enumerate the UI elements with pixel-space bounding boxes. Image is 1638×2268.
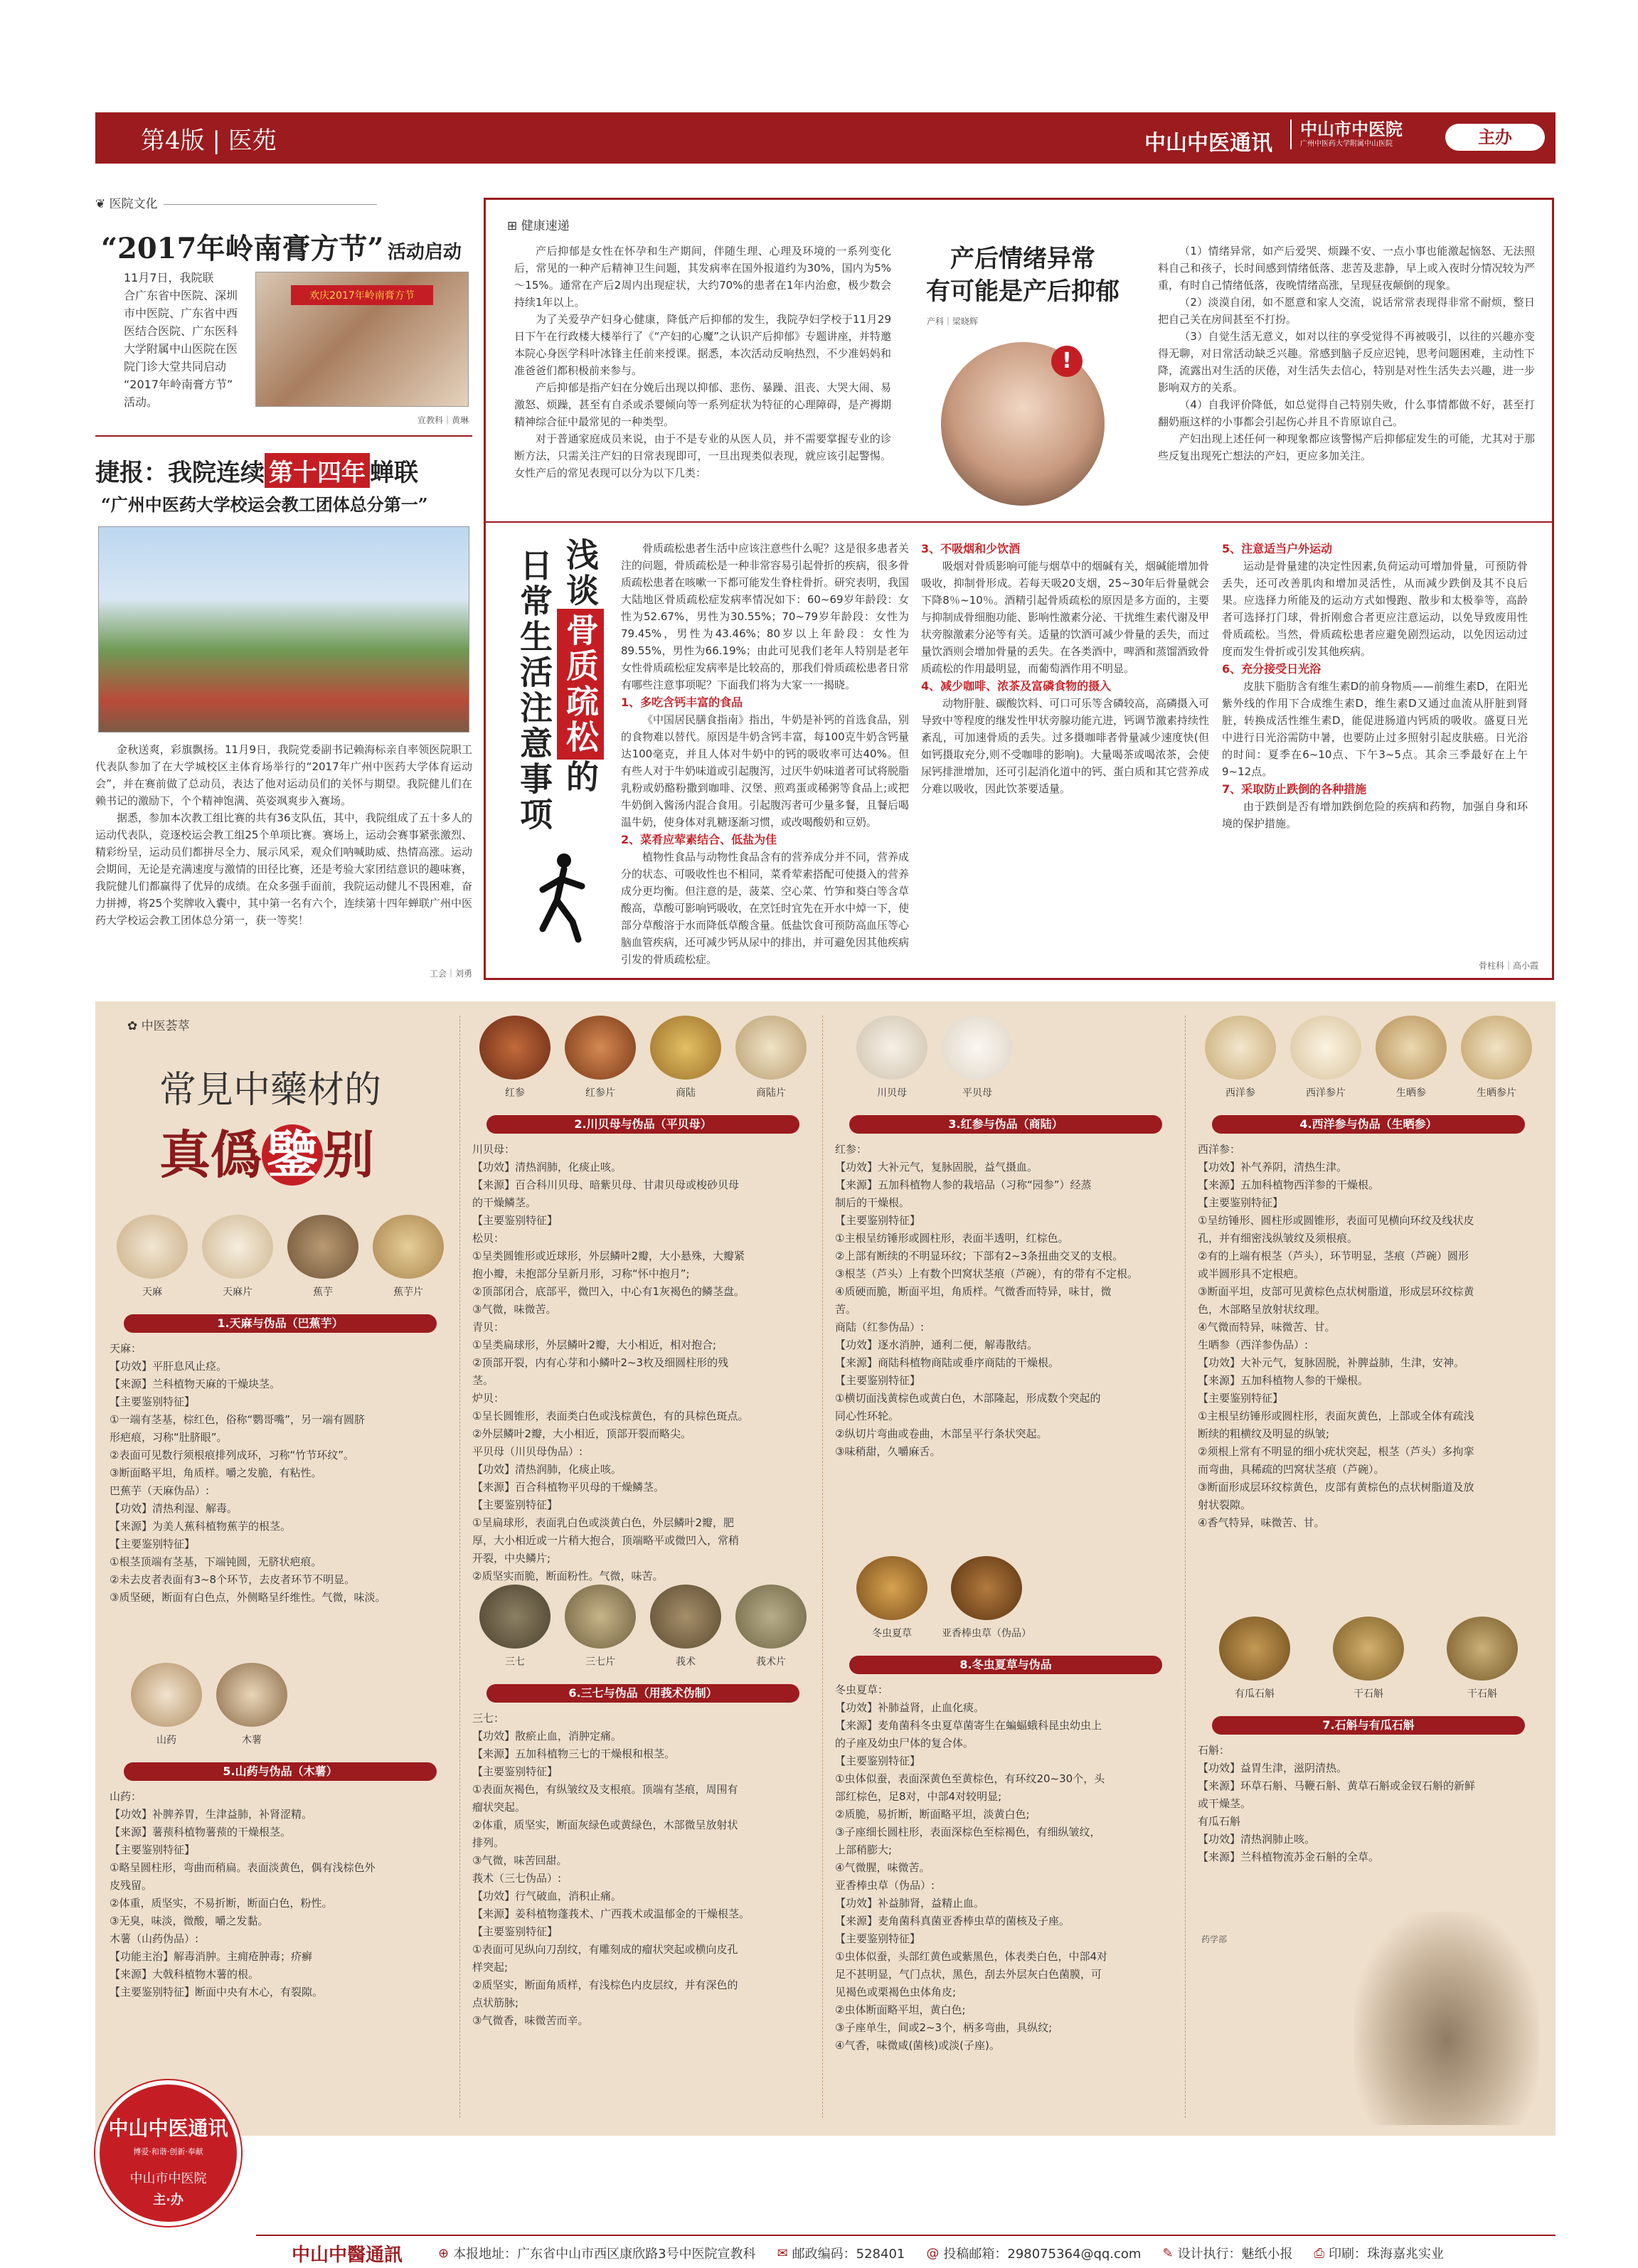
herb-image: 莪术 <box>650 1585 721 1668</box>
paper-name: 中山中医通讯 <box>1144 131 1272 156</box>
photo-banner: 欢庆2017年岭南膏方节 <box>291 285 433 305</box>
herb-image: 莪术片 <box>735 1585 807 1668</box>
postpartum-symptoms: （1）情绪异常，如产后爱哭、烦躁不安、一点小事也能激起恼怒、无法照料自己和孩子，长时间感到情绪低落、悲苦及悲静，早上或入夜时分情况较为严重，有时自己情绪低落，夜晚情绪高涨，呈现昼夜颠倒的现象。 （2）淡漠自闭，如不愿意和家人交流，说话常常表现得非常不耐烦，整日把自己关在房间甚至不打扮。 （3）自觉生活无意义，如对以往的享受觉得不再被吸引，以往的兴趣亦变得无聊，对日常活动缺乏兴趣。常感到脑子反应迟钝，思考问题困难，主动性下降，流露出对生活的厌倦，对生活失去信心，特别是对性生活失去兴趣，进一步影响双方的关系。 （4）自我评价降低，如总觉得自己特别失败，什么事情都做不好，甚至打翻奶瓶这样的小事都会引起伤心并且不肯原谅自己。 产妇出现上述任何一种现象都应该警惕产后抑郁症发生的可能，尤其对于那些反复出现死亡想法的产妇，更应多加关注。 <box>1158 245 1535 462</box>
plus-icon: ⊕ <box>438 2245 450 2261</box>
at-icon: @ <box>926 2245 940 2261</box>
footer-logo: 中山中醫通訊 <box>292 2244 403 2266</box>
hospital-name: 中山市中医院 <box>1300 119 1403 139</box>
pencil-icon: ✎ <box>1162 2245 1174 2261</box>
tcm-section-3 <box>835 1016 1176 1461</box>
section-text: 石斛： 【功效】益胃生津，滋阴清热。 【来源】环草石斛、马鞭石斛、黄草石斛或金钗石斛的新鲜 或干燥茎。 有瓜石斛 【功效】清热润肺止咳。 【来源】兰科植物流苏金石斛的全草。 <box>1198 1744 1476 1863</box>
sports-subtitle: “广州中医药大学校运会教工团体总分第一” <box>101 494 428 515</box>
health-column-tag: ⊞ 健康速递 <box>507 219 570 233</box>
culture-headline: “2017年岭南膏方节” 活动启动 <box>101 232 462 265</box>
tcm-section-5 <box>110 1663 451 2001</box>
herb-image: 山药 <box>131 1663 202 1747</box>
herb-image: 三七 <box>479 1585 551 1668</box>
herb-image: 红参片 <box>565 1016 636 1100</box>
section-heading: 2.川贝母与伪品（平贝母） <box>486 1115 799 1134</box>
postpartum-byline: 产科｜梁晓辉 <box>927 316 979 326</box>
tcm-section-4 <box>1198 1016 1539 1532</box>
section-text: 红参： 【功效】大补元气，复脉固脱，益气摄血。 【来源】五加科植物人参的栽培品（习称“园参”）经蒸 制后的干燥根。 【主要鉴别特征】 ①主根呈纺锤形或圆柱形，表面半透明，红棕色。 ②上部有断续的不明显环纹；下部有2~3条扭曲交叉的支根。 ③根茎（芦头）上有数个凹窝状茎痕（芦碗），有的带有不定根。 ④质硬而脆，断面平坦，角质样。气微香而特异，味甘，微 苦。 商陆（红参伪品）: 【功效】逐水消肿，通利二便，解毒散结。 【来源】商陆科植物商陆或垂序商陆的干燥根。 【主要鉴别特征】 ①横切面浅黄棕色或黄白色，木部隆起，形成数个突起的 同心性环轮。 ②纵切片弯曲或卷曲，木部呈平行条状突起。 ③味稍甜，久嚼麻舌。 <box>835 1143 1138 1458</box>
osteo-col3: 5、注意适当户外运动 运动是骨量建的决定性因素,负荷运动可增加骨量，可预防骨丢失，还可改善肌肉和增加灵活性，从而减少跌倒及其不良后果。应选择力所能及的运动方式如慢跑、散步和太极拳等，高龄者可选择打门球，骨折刚愈合者更应注意运动，以免导致废用性骨质疏松。当然，骨质疏松患者应避免剧烈运动，以免因运动过度而发生骨折或引发其他疾病。 6、充分接受日光浴 皮肤下脂肪含有维生素D的前身物质——前维生素D，在阳光紫外线的作用下合成维生素D，维生素D又通过血流从肝脏到肾脏，转换成活性维生素D，能促进肠道内钙质的吸收。盛夏日光中进行日光浴需防中暑，也要防止过多照射引起皮肤癌。日光浴的时间：夏季在6~10点、下午3~5点。其余三季最好在上午9~12点。 7、采取防止跌倒的各种措施 由于跌倒是否有增加跌倒危险的疾病和药物，加强自身和环境的保护措施。 <box>1222 542 1528 830</box>
herb-image: 商陆片 <box>735 1016 807 1100</box>
tcm-section-7 <box>1198 1617 1539 1866</box>
runners-icon <box>528 851 592 943</box>
postpartum-title: 产后情绪异常 有可能是产后抑郁 <box>926 245 1120 306</box>
postpartum-intro: 产后抑郁是女性在怀孕和生产期间，伴随生理、心理及环境的一系列变化后，常见的一种产后精神卫生问题，其发病率在国外报道约为30%，国内为5%～15%。通常在产后2周内出现症状，大约70%的患者在1年内治愈，极少数会持续1年以上。 为了关爱孕产妇身心健康，降低产后抑郁的发生，我院孕妇学校于11月29日下午在行政楼大楼举行了《“产妇的心魔”之认识产后抑郁》专题讲座，并特邀本院心身医学科叶冰锋主任前来授课。据悉，本次活动反响热烈，不少准妈妈和准爸爸们都积极前来参与。 产后抑郁是指产妇在分娩后出现以抑郁、悲伤、暴躁、沮丧、大哭大闹、易激怒、烦躁，甚至有自杀或杀婴倾向等一系列症状为特征的心理障碍，是产褥期精神综合征中最常见的一种类型。 对于普通家庭成员来说，由于不是专业的从医人员，并不需要掌握专业的诊断方法，只需关注产妇的日常表现即可，一旦出现类似表现，就应该引起警惕。女性产后的常见表现可以分为以下几类： <box>514 245 891 479</box>
tcm-column-tag: ✿ 中医荟萃 <box>127 1019 190 1033</box>
tcm-section-6 <box>472 1585 814 2030</box>
section-heading: 8.冬虫夏草与伪品 <box>849 1656 1162 1674</box>
tcm-section-1 <box>110 1215 451 1607</box>
pulse-icon: ⊞ <box>507 219 518 233</box>
footer-postcode: 邮政编码：528401 <box>792 2247 905 2262</box>
herb-image: 生晒参 <box>1376 1016 1447 1100</box>
footer-email: 投稿邮箱：298075364@qq.com <box>943 2247 1142 2262</box>
herb-image: 蕉芋片 <box>373 1215 444 1299</box>
section-heading: 6.三七与伪品（用莪术伪制） <box>486 1684 799 1703</box>
herb-image: 亚香棒虫草（伪品） <box>942 1556 1031 1640</box>
section-text: 西洋参： 【功效】补气养阴，清热生津。 【来源】五加科植物西洋参的干燥根。 【主要鉴别特征】 ①呈纺锤形、圆柱形或圆锥形，表面可见横向环纹及线状皮 孔，并有细密浅纵皱纹及须根痕。 ②有的上端有根茎（芦头），环节明显，茎痕（芦碗）圆形 或半圆形具不定根疤。 ③断面平坦，皮部可见黄棕色点状树脂道，形成层环纹棕黄 色，木部略呈放射状纹理。 ④气微而特异，味微苦、甘。 生晒参（西洋参伪品）: 【功效】大补元气，复脉固脱，补脾益肺，生津，安神。 【来源】五加科植物人参的干燥根。 【主要鉴别特征】 ①主根呈纺锤形或圆柱形，表面灰黄色，上部或全体有疏浅 断续的粗横纹及明显的纵皱; ②须根上常有不明显的细小疣状突起，根茎（芦头）多拘挛 而弯曲，具稀疏的凹窝状茎痕（芦碗）。 ③断面形成层环纹棕黄色，皮部有黄棕色的点状树脂道及放 射状裂隙。 ④香气特异，味微苦、甘。 <box>1198 1143 1474 1529</box>
newspaper-seal: 中山中医通讯 博爱·和谐·创新·奉献 中山市中医院 主·办 <box>95 2080 241 2226</box>
herb-image: 冬虫夏草 <box>856 1556 927 1640</box>
herb-image: 三七片 <box>565 1585 636 1668</box>
section-heading: 1.天麻与伪品（巴蕉芋） <box>124 1314 437 1333</box>
culture-column-tag: ❦ 医院文化 <box>95 193 377 211</box>
tcm-title-line1: 常見中藥材的 <box>159 1069 382 1112</box>
herb-leaf-icon: ✿ <box>127 1019 138 1033</box>
section-text: 冬虫夏草： 【功效】补肺益肾，止血化痰。 【来源】麦角菌科冬虫夏草菌寄生在蝙蝠蛾科昆虫幼虫上 的子座及幼虫尸体的复合体。 【主要鉴别特征】 ①虫体似蚕，表面深黄色至黄棕色，有环纹20~30个，头 部红棕色，足8对，中部4对较明显; ②质脆，易折断，断面略平坦，淡黄白色; ③子座细长圆柱形，表面深棕色至棕褐色，有细纵皱纹， 上部稍膨大; ④气微腥，味微苦。 亚香棒虫草（伪品）: 【功效】补益肺肾，益精止血。 【来源】麦角菌科真菌亚香棒虫草的菌核及子座。 【主要鉴别特征】 ①虫体似蚕，头部红黄色或紫黑色，体表类白色，中部4对 足不甚明显，气门点状，黑色，刮去外层灰白色菌膜，可 见褐色或栗褐色虫体角皮; ②虫体断面略平坦，黄白色; ③子座单生，间或2~3个，柄多弯曲，具纵纹; ④气香，味微咸(菌核)或淡(子座)。 <box>835 1683 1107 2052</box>
left-column <box>95 186 472 983</box>
section-text: 天麻： 【功效】平肝息风止痉。 【来源】兰科植物天麻的干燥块茎。 【主要鉴别特征】 ①一端有茎基，棕红色，俗称“鹦哥嘴”，另一端有圆脐 形疤痕，习称“肚脐眼”。 ②表面可见数行须根痕排列成环，习称“竹节环纹”。 ③断面略平坦，角质样。嚼之发脆，有粘性。 巴蕉芋（天麻伪品）: 【功效】清热利湿、解毒。 【来源】为美人蕉科植物蕉芋的根茎。 【主要鉴别特征】 ①根茎顶端有茎基，下端钝圆，无脐状疤痕。 ②未去皮者表面有3~8个环节，去皮者环节不明显。 ③质坚硬，断面有白色点，外侧略呈纤维性。气微，味淡。 <box>110 1342 386 1604</box>
mail-icon: ✉ <box>777 2245 788 2261</box>
host-badge: 主办 <box>1445 124 1545 151</box>
warning-icon: ! <box>1051 346 1083 377</box>
herb-image: 木薯 <box>216 1663 287 1747</box>
page-header <box>95 112 1555 164</box>
section-heading: 3.红参与伪品（商陆） <box>849 1115 1162 1134</box>
herb-image: 西洋参片 <box>1290 1016 1361 1100</box>
leaf-icon: ❦ <box>95 197 106 211</box>
hospital-subname: 广州中医药大学附属中山医院 <box>1300 140 1393 148</box>
section-heading: 5.山药与伪品（木薯） <box>124 1762 437 1781</box>
footer-bar <box>292 2240 1555 2266</box>
osteo-title-block: 浅谈骨质疏松的 日常生活注意事项 <box>507 538 614 950</box>
section-text: 川贝母： 【功效】清热润肺，化痰止咳。 【来源】百合科川贝母、暗紫贝母、甘肃贝母或梭砂贝母 的干燥鳞茎。 【主要鉴别特征】 松贝： ①呈类圆锥形或近球形，外层鳞叶2瓣，大小悬殊，大瓣紧 抱小瓣，未抱部分呈新月形，习称“怀中抱月”; ②顶部闭合，底部平，微凹入，中心有1灰褐色的鳞茎盘。 ③气微，味微苦。 青贝： ①呈类扁球形，外层鳞叶2瓣，大小相近，相对抱合; ②顶部开裂，内有心芽和小鳞叶2~3枚及细圆柱形的残 茎。 炉贝： ①呈长圆锥形，表面类白色或浅棕黄色，有的具棕色斑点。 ②外层鳞叶2瓣，大小相近，顶部开裂而略尖。 平贝母（川贝母伪品）: 【功效】清热润肺，化痰止咳。 【来源】百合科植物平贝母的干燥鳞茎。 【主要鉴别特征】 ①呈扁球形，表面乳白色或淡黄白色，外层鳞叶2瓣，肥 厚，大小相近或一片稍大抱合，顶端略平或微凹入，常稍 开裂，中央鳞片; ②质坚实而脆，断面粉性。气微，味苦。 <box>472 1143 749 1582</box>
osteo-col2: 3、不吸烟和少饮酒 吸烟对骨质影响可能与烟草中的烟碱有关，烟碱能增加骨吸收，抑制骨形成。若每天吸20支烟，25~30年后骨量就会下降8％~10％。酒精引起骨质疏松的原因是多方面的，主要与抑制成骨细胞功能、影响性激素分泌、干扰维生素代谢及甲状旁腺激素分泌等有关。适量的饮酒可减少骨量的丢失，而过量饮酒则会增加骨量的丢失。在各类酒中，啤酒和蒸馏酒致骨质疏松的作用最明显，而葡萄酒作用不明显。 4、减少咖啡、浓茶及富磷食物的摄入 动物肝脏、碳酸饮料、可口可乐等含磷较高，高磷摄入可导致中等程度的继发性甲状旁腺功能亢进，钙调节激素持续性紊乱，可加速骨质的丢失。过多摄咖啡者骨量减少速度快(但如钙摄取充分,则不受咖啡的影响)。大量喝茶或喝浓茶，会使尿钙排泄增加，还可引起消化道中的钙、蛋白质和其它营养成分难以吸收，因此饮茶要适量。 <box>921 542 1210 795</box>
issue-label: 第4版 | 医苑 <box>141 127 277 155</box>
culture-photo <box>255 272 469 407</box>
section-heading: 4.西洋参与伪品（生晒参） <box>1212 1115 1525 1134</box>
tcm-byline: 药学部 <box>1201 1934 1228 1944</box>
tcm-title-line2: 真僞鑒别 <box>159 1124 375 1185</box>
tcm-section-8 <box>835 1556 1176 2055</box>
footer-address: 本报地址：广东省中山市西区康欣路3号中医院宣教科 <box>453 2247 756 2262</box>
footer-design: 设计执行：魅纸小报 <box>1177 2247 1293 2262</box>
herb-image: 天麻 <box>117 1215 188 1299</box>
osteo-byline: 骨柱科｜高小霞 <box>1478 961 1538 971</box>
herb-image: 蕉芋 <box>287 1215 358 1299</box>
herb-image: 商陆 <box>650 1016 721 1100</box>
section-text: 山药： 【功效】补脾养胃，生津益肺，补肾涩精。 【来源】薯蓣科植物薯蓣的干燥根茎。 【主要鉴别特征】 ①略呈圆柱形，弯曲而稍扁。表面淡黄色，偶有浅棕色外 皮残留。 ②体重，质坚实，不易折断，断面白色，粉性。 ③无臭，味淡，微酸，嚼之发黏。 木薯（山药伪品）: 【功能主治】解毒消肿。主痈疮肿毒；疥癣 【来源】大戟科植物木薯的根。 【主要鉴别特征】断面中央有木心，有裂隙。 <box>110 1790 376 1998</box>
culture-body: 11月7日，我院联 合广东省中医院、深圳 市中医院、广东省中西 医结合医院、广东医科 大学附属中山医院在医 院门诊大堂共同启动 “2017年岭南膏方节” 活动。 <box>124 271 238 409</box>
herb-image: 干石斛 <box>1333 1617 1404 1700</box>
herb-image: 干石斛 <box>1447 1617 1518 1700</box>
sports-body: 金秋送爽，彩旗飘扬。11月9日，我院党委副书记赖海标亲自率领医院职工代表队参加了在大学城校区主体育场举行的“2017年广州中医药大学体育运动会”，并在赛前做了总动员，表达了他对运动员们的关怀与期望。我院健儿们在赖书记的激励下，个个精神饱满、英姿飒爽步入赛场。 据悉，参加本次教工组比赛的共有36支队伍，其中，我院组成了五十多人的运动代表队，竞逐校运会教工组25个单项比赛。赛场上，运动会赛事紧张激烈、精彩纷呈，运动员们都拼尽全力、展示风采，观众们呐喊助威、热情高涨。运动会期间，无论是充满速度与激情的田径比赛，还是考验大家团结意识的趣味赛，我院健儿们都赢得了优异的成绩。在众多强手面前，我院运动健儿不畏困难，奋力拼搏，将25个奖牌收入囊中，其中第一名有六个，连续第十四年蝉联广州中医药大学校运会教工团体总分第一，获一等奖！ <box>95 743 472 927</box>
herb-image: 红参 <box>479 1016 551 1100</box>
hospital-logo <box>1290 119 1440 149</box>
sports-photo <box>98 526 469 733</box>
print-icon: ⎙ <box>1314 2245 1324 2261</box>
herb-image: 川贝母 <box>856 1016 927 1100</box>
section-text: 三七： 【功效】散瘀止血，消肿定痛。 【来源】五加科植物三七的干燥根和根茎。 【主要鉴别特征】 ①表面灰褐色，有纵皱纹及支根痕。顶端有茎痕，周围有 瘤状突起。 ②体重，质坚实，断面灰绿色或黄绿色，木部微呈放射状 排列。 ③气微，味苦回甜。 莪术（三七伪品）: 【功效】行气破血，消积止痛。 【来源】姜科植物蓬莪术、广西莪术或温郁金的干燥根茎。 【主要鉴别特征】 ①表面可见纵向刀刮纹，有雕刻成的瘤状突起或横向皮孔 样突起; ②质坚实，断面角质样，有浅棕色内皮层纹，并有深色的 点状筋脉; ③气微香，味微苦而辛。 <box>472 1712 750 2027</box>
section-heading: 7.石斛与有瓜石斛 <box>1212 1716 1525 1735</box>
herb-image: 有瓜石斛 <box>1219 1617 1290 1700</box>
scholar-ink-painting <box>1354 1912 1539 2125</box>
tcm-section-2 <box>472 1016 814 1585</box>
culture-byline: 宣教科｜黄琳 <box>417 415 469 425</box>
herb-image: 西洋参 <box>1205 1016 1276 1100</box>
sports-headline: 捷报：我院连续 第十四年 蝉联 <box>95 453 418 488</box>
sports-byline: 工会｜刘勇 <box>429 969 472 979</box>
herb-image: 平贝母 <box>942 1016 1013 1100</box>
footer-print: 印刷：珠海嘉兆实业 <box>1328 2247 1444 2262</box>
tcm-section <box>95 1001 1555 2136</box>
herb-image: 生晒参片 <box>1461 1016 1532 1100</box>
herb-image: 天麻片 <box>202 1215 273 1299</box>
health-box <box>484 198 1554 980</box>
osteo-col1: 骨质疏松患者生活中应该注意些什么呢？这是很多患者关注的问题，骨质疏松是一种非常容易引起骨折的疾病，很多骨质疏松患者在咳嗽一下都可能发生脊柱骨折。研究表明，我国大陆地区骨质疏松症发病率情况如下：60~69岁年龄段：女性为52.67%，男性为30.55%；70~79岁年龄段：女性为79.45%，男性为43.46%；80岁以上年龄段：女性为89.55%，男性为66.19%；由此可见我们老年人特别是老年女性骨质疏松症发病率是比较高的，那我们骨质疏松患者日常有哪些注意事项呢？下面我们将为大家一一揭晓。 1、多吃含钙丰富的食品 《中国居民膳食指南》指出，牛奶是补钙的首选食品，别的食物难以替代。原因是牛奶含钙丰富，每100克牛奶含钙量达100毫克，并且人体对牛奶中的钙的吸收率可达40%。但有些人对于牛奶味道或引起腹泻，过厌牛奶味道者可试将脱脂乳粉或奶酪粉撒到咖啡、汉堡、煎鸡蛋或稀粥等食品上;或把牛奶倒入酱汤内混合食用。引起腹泻者可少量多餐，且餐后喝温牛奶，使身体对乳糖逐渐习惯，或改喝酸奶和豆奶。 2、菜肴应荤素结合、低盐为佳 植物性食品与动物性食品含有的营养成分并不同，营养成分的状态、可吸收性也不相同，菜肴荤素搭配可使摄入的营养成分更均衡。但注意的是，菠菜、空心菜、竹笋和葵白等含草酸高，草酸可影响钙吸收，在烹饪时宜先在开水中焯一下，使部分草酸溶于水而降低草酸含量。低盐饮食可预防高血压等心脑血管疾病，还可减少钙从尿中的排出，并可避免因其他疾病引发的骨质疏松症。 <box>621 542 910 966</box>
